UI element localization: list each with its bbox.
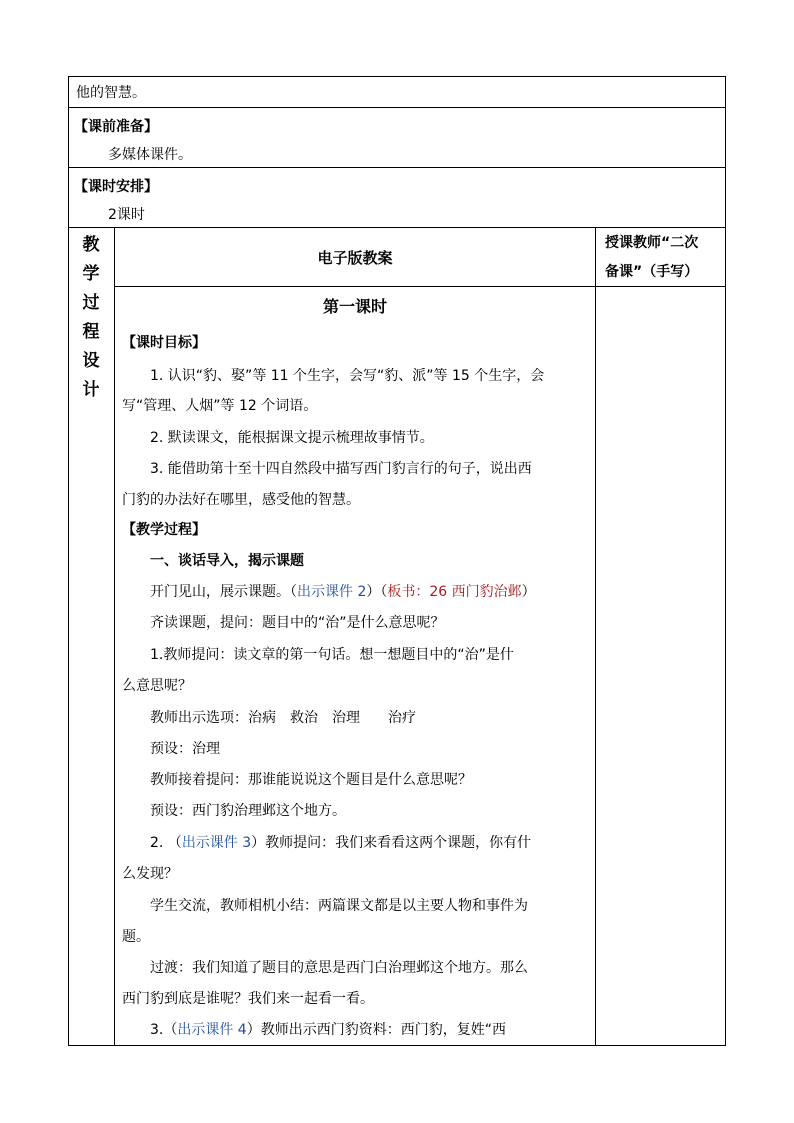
row-divider <box>68 227 726 228</box>
paragraph-8-line-1 <box>150 833 531 853</box>
paragraph-10-line-1: 过渡：我们知道了题目的意思是西门白治理邺这个地方。那么 <box>150 960 528 976</box>
main-column-header: 电子版教案 <box>317 249 393 267</box>
courseware-reference: 出示课件 3 <box>181 835 252 851</box>
goal-1-line-1: 1. 认识“豹、娶”等 11 个生字，会写“豹、派”等 15 个生字，会 <box>150 368 545 384</box>
schedule-heading: 【课时安排】 <box>74 179 158 195</box>
goals-heading: 【课时目标】 <box>122 335 206 351</box>
top-row-text: 他的智慧。 <box>76 85 146 101</box>
paragraph-7: 预设：西门豹治理邺这个地方。 <box>150 803 346 819</box>
paragraph-1-text: 开门见山，展示课题。（ <box>150 584 297 600</box>
process-heading: 【教学过程】 <box>122 522 206 538</box>
paragraph-10-line-2: 西门豹到底是谁呢？我们来一起看一看。 <box>122 991 374 1007</box>
paragraph-8-text: ）教师提问：我们来看看这两个课题，你有什 <box>251 835 532 851</box>
paragraph-9-line-1: 学生交流，教师相机小结：两篇课文都是以主要人物和事件为 <box>150 898 528 914</box>
goal-3-line-2: 门豹的办法好在哪里，感受他的智慧。 <box>122 492 360 508</box>
paragraph-2: 齐读课题，提问：题目中的“治”是什么意思呢？ <box>150 615 445 631</box>
paragraph-1 <box>150 582 536 602</box>
row-divider <box>68 107 726 108</box>
prep-content: 多媒体课件。 <box>108 147 192 163</box>
side-label-char: 程 <box>82 322 100 342</box>
schedule-content: 2课时 <box>108 207 145 223</box>
paragraph-8-text: 2. （ <box>150 835 182 851</box>
teacher-column-header-line1: 授课教师“二次 <box>605 235 699 251</box>
side-label-char: 设 <box>82 351 100 371</box>
goal-1-line-2: 写“管理、人烟”等 12 个词语。 <box>122 398 318 414</box>
paragraph-1-text: ） <box>521 584 536 600</box>
paragraph-1-text: ）（ <box>366 584 388 600</box>
row-divider <box>68 167 726 168</box>
courseware-reference: 出示课件 4 <box>177 1022 247 1038</box>
row-divider <box>114 286 726 287</box>
goal-2: 2. 默读课文，能根据课文提示梳理故事情节。 <box>150 430 434 446</box>
paragraph-11-text: ）教师出示西门豹资料：西门豹，复姓“西 <box>246 1022 506 1038</box>
paragraph-4: 教师出示选项：治病 救治 治理 治疗 <box>150 710 416 726</box>
paragraph-8-line-2: 么发现？ <box>122 866 178 882</box>
table-top-border <box>68 76 726 77</box>
section-1-title: 一、谈话导入，揭示课题 <box>150 553 304 569</box>
lesson-title: 第一课时 <box>322 297 387 316</box>
column-divider <box>114 227 115 1045</box>
paragraph-11 <box>150 1020 506 1040</box>
prep-heading: 【课前准备】 <box>74 119 158 135</box>
side-label-char: 过 <box>82 293 100 313</box>
paragraph-9-line-2: 题。 <box>122 929 150 945</box>
side-label-char: 教 <box>82 235 100 255</box>
goal-3-line-1: 3. 能借助第十至十四自然段中描写西门豹言行的句子，说出西 <box>150 461 532 477</box>
board-note: 板书：26 西门豹治邺 <box>387 584 522 600</box>
column-divider <box>595 227 596 1045</box>
paragraph-5: 预设：治理 <box>150 741 220 757</box>
side-label-char: 学 <box>82 264 100 284</box>
side-label-char: 计 <box>82 380 100 400</box>
paragraph-3-line-2: 么意思呢？ <box>122 678 192 694</box>
paragraph-6: 教师接着提问：那谁能说说这个题目是什么意思呢？ <box>150 772 472 788</box>
courseware-reference: 出示课件 2 <box>297 584 367 600</box>
teacher-column-header-line2: 备课”（手写） <box>605 264 699 280</box>
table-bottom-border <box>68 1045 726 1046</box>
paragraph-3-line-1: 1.教师提问：读文章的第一句话。想一想题目中的“治”是什 <box>150 647 514 663</box>
paragraph-11-text: 3.（ <box>150 1022 178 1038</box>
